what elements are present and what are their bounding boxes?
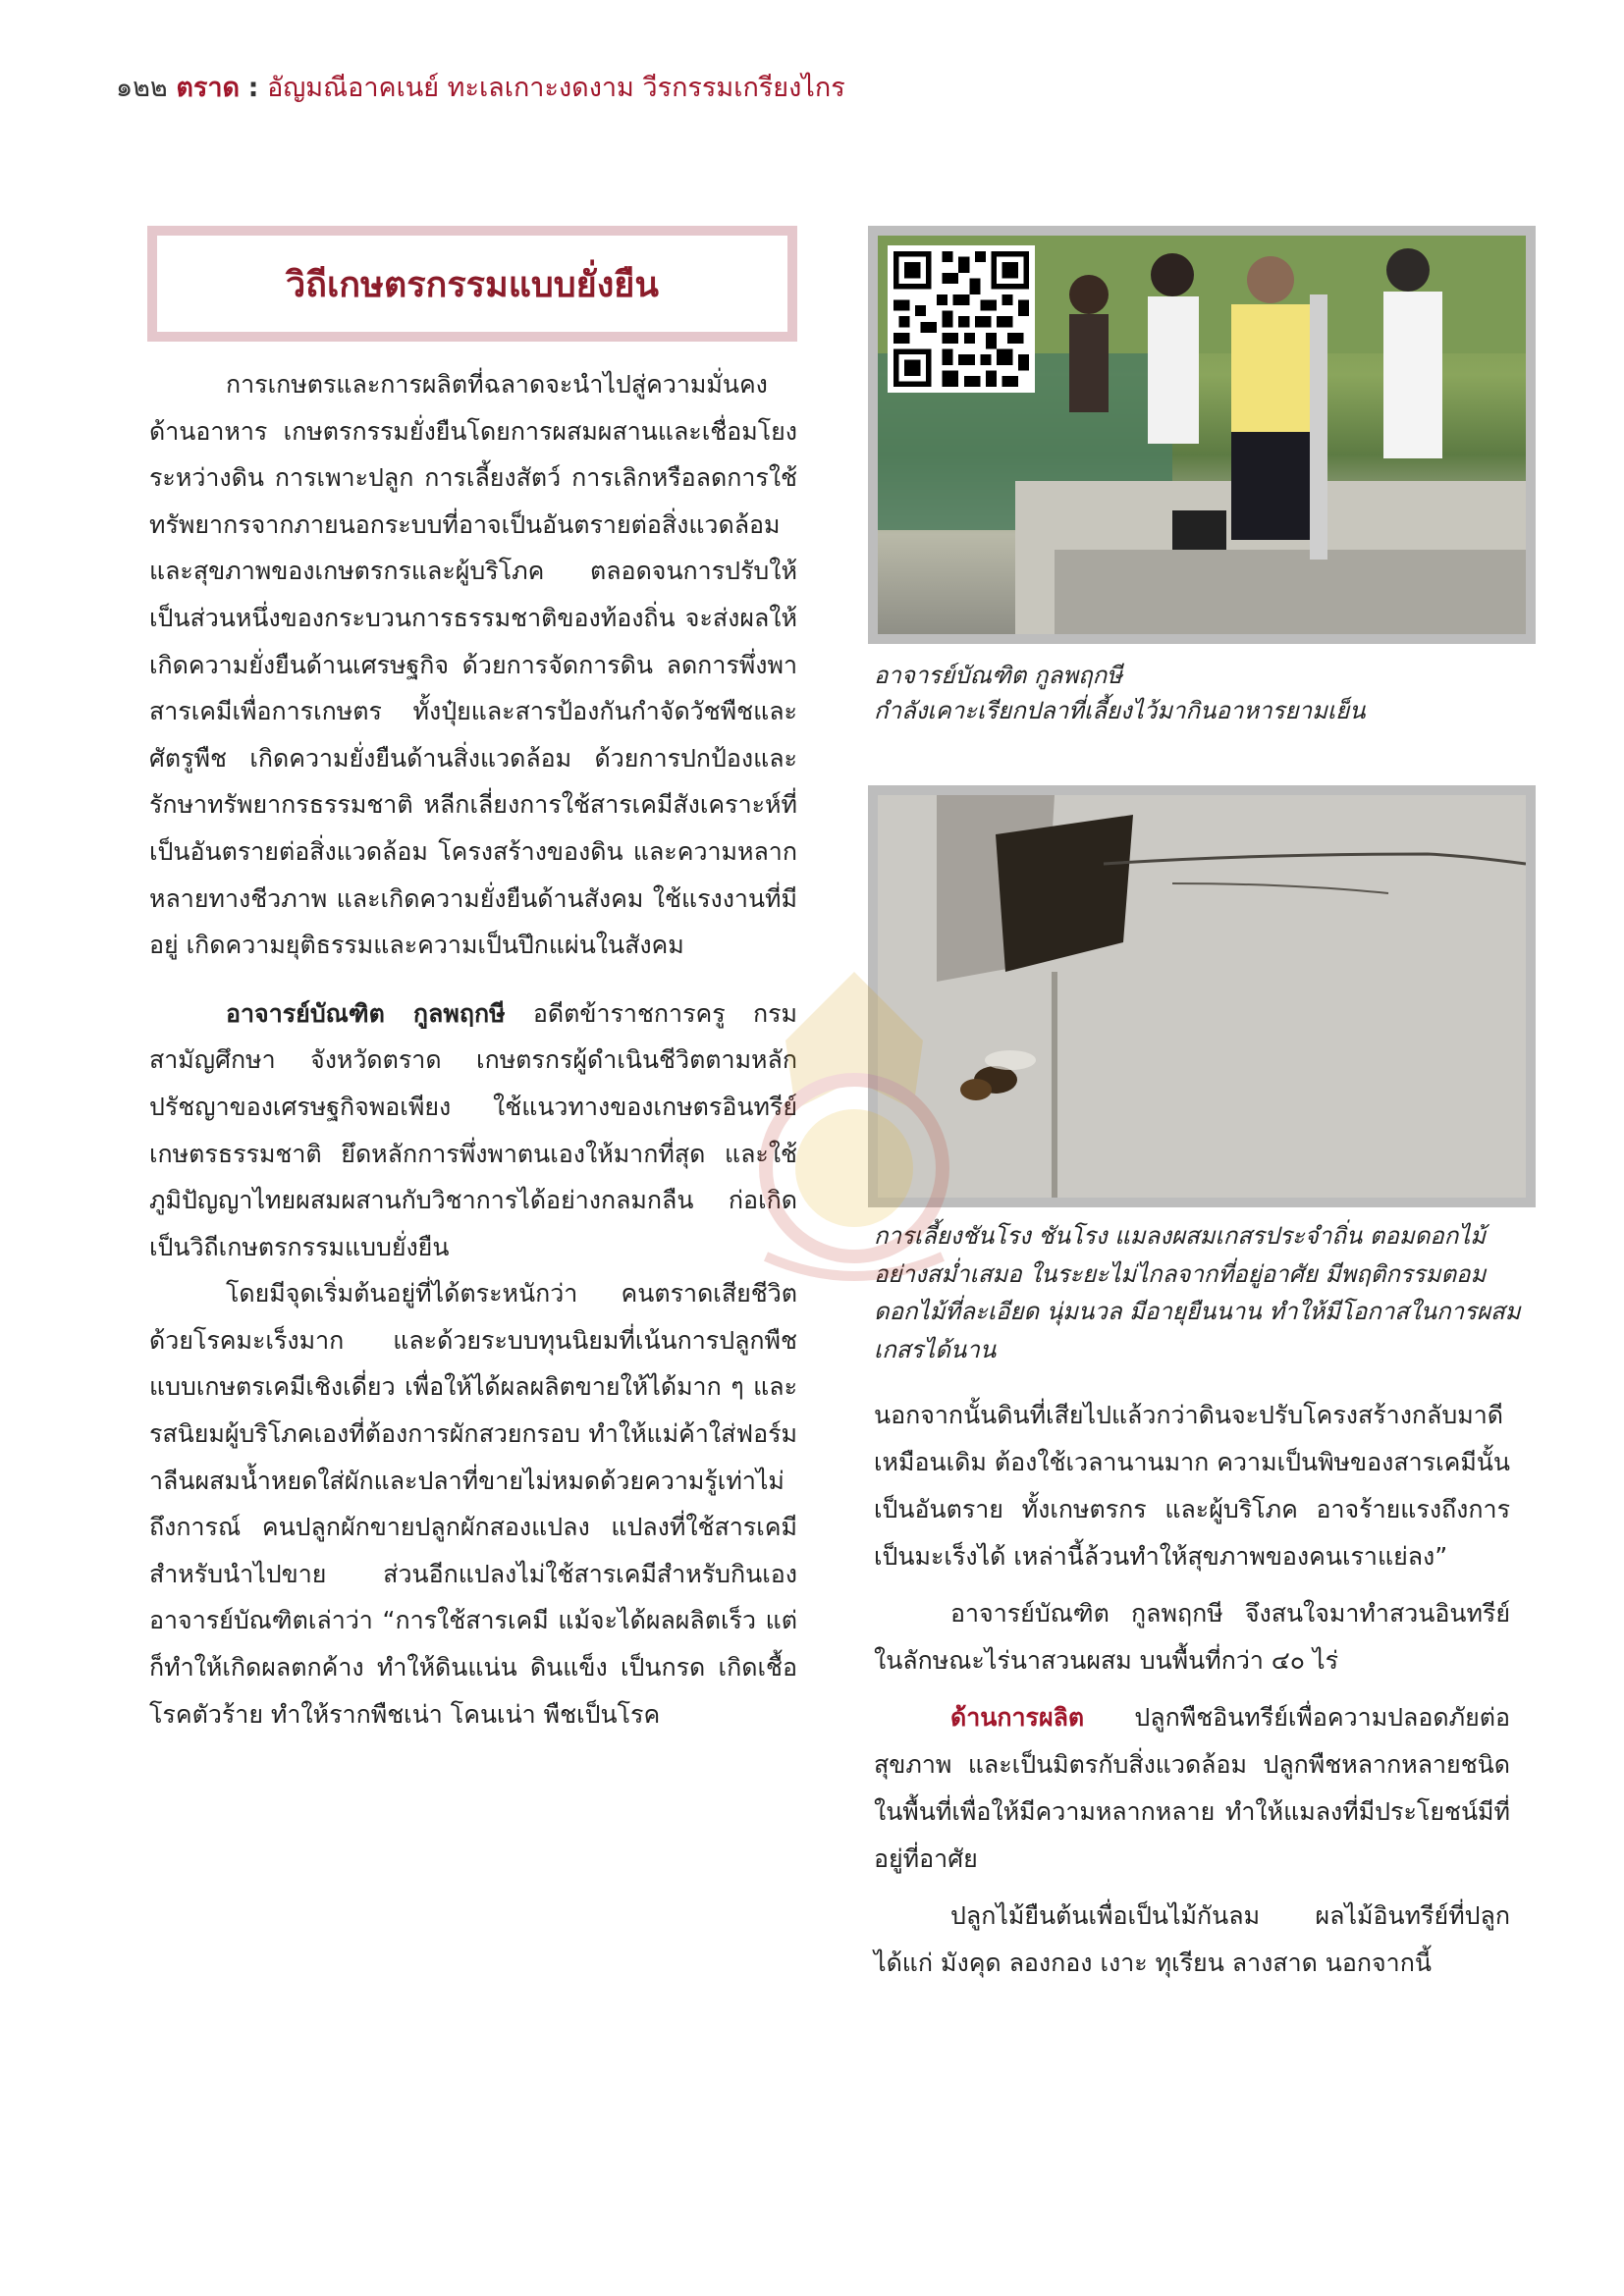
photo1-caption [874, 658, 1532, 728]
paragraph-profile [149, 990, 797, 1271]
production-heading: ด้านการผลิต [950, 1703, 1085, 1732]
header-title: อัญมณีอาคเนย์ ทะเลเกาะงดงาม วีรกรรมเกรียงไกร [267, 73, 845, 103]
qr-code-icon[interactable] [888, 245, 1035, 393]
profile-name: อาจารย์บัณฑิต กูลพฤกษี [226, 998, 506, 1028]
section-title-box [147, 226, 797, 342]
bee-scene [878, 795, 1526, 1198]
photo2-caption: การเลี้ยงชันโรง ชันโรง แมลงผสมเกสรประจำถิ่น ตอมดอกไม้อย่างสม่ำเสมอ ในระยะไม่ไกลจากที่อยู่อาศัย มีพฤติกรรมตอมดอกไม้ที่ละเอียด นุ่มนวล มีอายุยืนนาน ทำให้มีโอกาสในการผสมเกสรได้นาน [874, 1222, 1521, 1363]
left-column [149, 361, 797, 1737]
profile-text: อดีตข้าราชการครู กรมสามัญศึกษา จังหวัดตราด เกษตรกรผู้ดำเนินชีวิตตามหลักปรัชญาของเศรษฐกิจพอเพียง ใช้แนวทางของเกษตรอินทรีย์ เกษตรธรรมชาติ ยึดหลักการพึ่งพาตนเองให้มากที่สุด และใช้ภูมิปัญญาไทยผสมผสานกับวิชาการได้อย่างกลมกลืน ก่อเกิดเป็นวิถีเกษตรกรรมแบบยั่งยืน [149, 998, 797, 1261]
header-colon: : [247, 73, 259, 103]
paragraph-origin: โดยมีจุดเริ่มต้นอยู่ที่ได้ตระหนักว่า คนตราดเสียชีวิตด้วยโรคมะเร็งมาก และด้วยระบบทุนนิยมที่เน้นการปลูกพืชแบบเกษตรเคมีเชิงเดี่ยว เพื่อให้ได้ผลผลิตขายให้ได้มาก ๆ และรสนิยมผู้บริโภคเองที่ต้องการผักสวยกรอบ ทำให้แม่ค้าใส่ฟอร์มาลีนผสมน้ำหยดใส่ผักและปลาที่ขายไม่หมดด้วยความรู้เท่าไม่ถึงการณ์ คนปลูกผักขายปลูกผักสองแปลง แปลงที่ใช้สารเคมีสำหรับนำไปขาย ส่วนอีกแปลงไม่ใช้สารเคมีสำหรับกินเอง อาจารย์บัณฑิตเล่าว่า “การใช้สารเคมี แม้จะได้ผลผลิตเร็ว แต่ก็ทำให้เกิดผลตกค้าง ทำให้ดินแน่น ดินแข็ง เป็นกรด เกิดเชื้อโรคตัวร้าย ทำให้รากพืชเน่า โคนเน่า พืชเป็นโรค [149, 1279, 797, 1729]
photo1-caption-line1: อาจารย์บัณฑิต กูลพฤกษี [874, 662, 1122, 689]
paragraph-intro: การเกษตรและการผลิตที่ฉลาดจะนำไปสู่ความมั่นคงด้านอาหาร เกษตรกรรมยั่งยืนโดยการผสมผสานและเชื่อมโยงระหว่างดิน การเพาะปลูก การเลี้ยงสัตว์ การเลิกหรือลดการใช้ทรัพยากรจากภายนอกระบบที่อาจเป็นอันตรายต่อสิ่งแวดล้อมและสุขภาพของเกษตรกรและผู้บริโภค ตลอดจนการปรับให้เป็นส่วนหนึ่งของกระบวนการธรรมชาติของท้องถิ่น จะส่งผลให้เกิดความยั่งยืนด้านเศรษฐกิจ ด้วยการจัดการดิน ลดการพึ่งพาสารเคมีเพื่อการเกษตร ทั้งปุ๋ยและสารป้องกันกำจัดวัชพืชและศัตรูพืช เกิดความยั่งยืนด้านสิ่งแวดล้อม ด้วยการปกป้องและรักษาทรัพยากรธรรมชาติ หลีกเลี่ยงการใช้สารเคมีสังเคราะห์ที่เป็นอันตรายต่อสิ่งแวดล้อม โครงสร้างของดิน และความหลากหลายทางชีวภาพ และเกิดความยั่งยืนด้านสังคม ใช้แรงงานที่มีอยู่ เกิดความยุติธรรมและความเป็นปึกแผ่นในสังคม [149, 370, 797, 960]
section-title: วิถีเกษตรกรรมแบบยั่งยืน [285, 264, 660, 305]
paragraph-trees: ปลูกไม้ยืนต้นเพื่อเป็นไม้กันลม ผลไม้อินทรีย์ที่ปลูกได้แก่ มังคุด ลองกอง เงาะ ทุเรียน ลางสาด นอกจากนี้ [874, 1901, 1510, 1977]
page-number: ๑๒๒ [116, 73, 168, 103]
right-column [874, 1392, 1510, 1987]
photo-stingless-bee [868, 785, 1536, 1207]
production-text: ปลูกพืชอินทรีย์เพื่อความปลอดภัยต่อสุขภาพ และเป็นมิตรกับสิ่งแวดล้อม ปลูกพืชหลากหลายชนิด ในพื้นที่เพื่อให้มีความหลากหลาย ทำให้แมลงที่มีประโยชน์มีที่อยู่ที่อาศัย [874, 1703, 1510, 1873]
photo-fish-feeding [868, 226, 1536, 644]
running-header [116, 71, 845, 106]
paragraph-farm: อาจารย์บัณฑิต กูลพฤกษี จึงสนใจมาทำสวนอินทรีย์ ในลักษณะไร่นาสวนผสม บนพื้นที่กว่า ๔๐ ไร่ [874, 1599, 1510, 1675]
paragraph-continuation: นอกจากนั้นดินที่เสียไปแล้วกว่าดินจะปรับโครงสร้างกลับมาดีเหมือนเดิม ต้องใช้เวลานานมาก ความเป็นพิษของสารเคมีนั้นเป็นอันตราย ทั้งเกษตรกร และผู้บริโภค อาจร้ายแรงถึงการเป็นมะเร็งได้ เหล่านี้ล้วนทำให้สุขภาพของคนเราแย่ลง” [874, 1401, 1510, 1571]
photo1-caption-line2: กำลังเคาะเรียกปลาที่เลี้ยงไว้มากินอาหารยามเย็น [874, 697, 1366, 724]
section-title-inner [157, 236, 787, 332]
header-province: ตราด [176, 73, 241, 103]
paragraph-production [874, 1694, 1510, 1883]
